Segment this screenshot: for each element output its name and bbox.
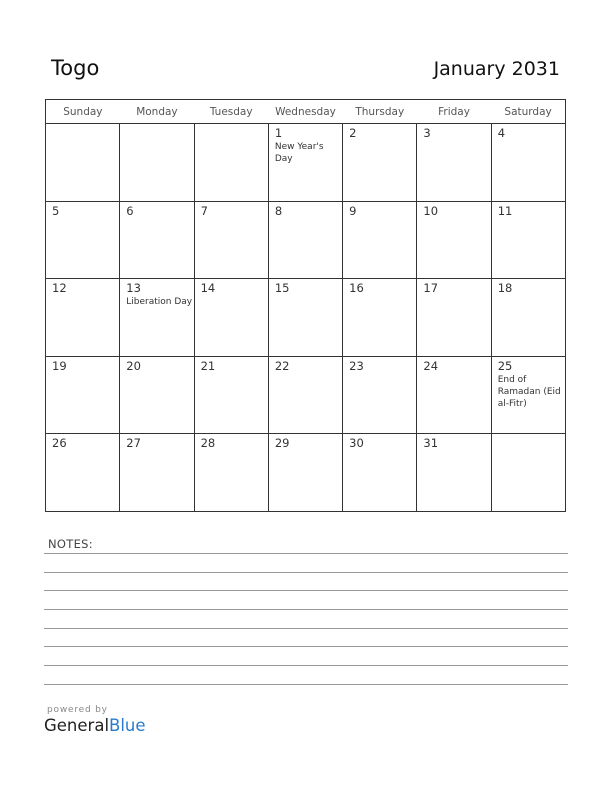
day-cell xyxy=(268,201,342,279)
day-number: 6 xyxy=(126,203,134,218)
day-number: 1 xyxy=(274,126,283,140)
day-cell xyxy=(268,356,342,434)
note-line xyxy=(44,628,568,629)
day-number: 30 xyxy=(349,436,364,451)
day-cell xyxy=(491,356,565,434)
holiday-label: End of Ramadan (Eid al-Fitr) xyxy=(497,374,561,409)
day-cell xyxy=(343,124,417,202)
day-cell xyxy=(343,279,417,357)
day-number: 23 xyxy=(349,358,364,373)
day-cell xyxy=(46,279,120,357)
day-cell xyxy=(268,279,342,357)
day-cell xyxy=(46,356,120,434)
day-number: 3 xyxy=(423,126,431,140)
day-number: 12 xyxy=(52,281,67,296)
weekday-header: Wednesday xyxy=(268,100,342,124)
day-cell xyxy=(120,279,194,357)
day-cell xyxy=(417,356,491,434)
day-number: 19 xyxy=(52,358,67,373)
day-number: 2 xyxy=(349,126,357,140)
day-number: 4 xyxy=(497,126,506,140)
day-cell xyxy=(417,201,491,279)
day-cell xyxy=(491,124,565,202)
day-cell xyxy=(46,434,120,512)
day-cell xyxy=(194,124,268,202)
day-cell xyxy=(194,356,268,434)
powered-by-text: powered by xyxy=(47,705,108,715)
day-cell xyxy=(194,434,268,512)
country-title: Togo xyxy=(51,56,100,80)
day-number: 8 xyxy=(274,203,283,218)
note-line xyxy=(44,609,568,610)
day-number: 7 xyxy=(200,203,208,218)
day-number: 31 xyxy=(423,436,439,451)
day-number: 21 xyxy=(200,358,216,373)
day-number: 5 xyxy=(52,203,60,218)
day-number: 17 xyxy=(423,281,439,296)
week-row xyxy=(46,124,566,202)
day-number: 11 xyxy=(497,203,513,218)
holiday-label: New Year's Day xyxy=(274,142,324,164)
day-number: 29 xyxy=(274,436,290,451)
day-number: 22 xyxy=(274,358,290,373)
weekday-header: Tuesday xyxy=(194,100,268,124)
day-cell xyxy=(491,434,565,512)
week-row xyxy=(46,201,566,279)
month-year-title: January 2031 xyxy=(433,58,560,80)
note-line xyxy=(44,553,568,554)
day-cell xyxy=(268,434,342,512)
day-cell xyxy=(491,201,565,279)
calendar-grid xyxy=(45,99,566,512)
note-line xyxy=(44,590,568,591)
weekday-header-row xyxy=(46,100,566,124)
week-row xyxy=(46,434,566,512)
day-cell xyxy=(417,434,491,512)
notes-label: NOTES: xyxy=(48,537,93,551)
weekday-header: Saturday xyxy=(491,100,565,124)
day-cell xyxy=(417,279,491,357)
weekday-header: Sunday xyxy=(46,100,120,124)
day-number: 15 xyxy=(274,281,290,296)
note-line xyxy=(44,684,568,685)
day-cell xyxy=(120,356,194,434)
day-number: 16 xyxy=(349,281,364,296)
day-cell xyxy=(343,434,417,512)
day-cell xyxy=(120,434,194,512)
day-cell xyxy=(194,201,268,279)
day-cell xyxy=(46,201,120,279)
day-number: 27 xyxy=(126,436,141,451)
day-number: 10 xyxy=(423,203,439,218)
day-cell xyxy=(417,124,491,202)
day-number: 14 xyxy=(200,281,216,296)
day-cell xyxy=(268,124,342,202)
week-row xyxy=(46,356,566,434)
holiday-label: Liberation Day xyxy=(126,297,193,308)
day-number: 9 xyxy=(349,203,357,218)
day-cell xyxy=(491,279,565,357)
weekday-header: Friday xyxy=(417,100,491,124)
day-cell xyxy=(46,124,120,202)
note-line xyxy=(44,646,568,647)
day-cell xyxy=(343,356,417,434)
day-number: 26 xyxy=(52,436,67,451)
day-number: 13 xyxy=(126,281,141,296)
brand-name-part2: Blue xyxy=(109,716,146,735)
weekday-header: Monday xyxy=(120,100,194,124)
day-cell xyxy=(120,124,194,202)
day-number: 25 xyxy=(497,358,513,373)
brand-logo xyxy=(44,716,146,735)
day-number: 20 xyxy=(126,358,141,373)
day-number: 24 xyxy=(423,358,439,373)
day-cell xyxy=(120,201,194,279)
brand-name-part1: General xyxy=(44,716,110,735)
weekday-header: Thursday xyxy=(343,100,417,124)
day-cell xyxy=(194,279,268,357)
day-number: 18 xyxy=(497,281,513,296)
week-row xyxy=(46,279,566,357)
note-line xyxy=(44,665,568,666)
day-number: 28 xyxy=(200,436,216,451)
day-cell xyxy=(343,201,417,279)
note-line xyxy=(44,572,568,573)
